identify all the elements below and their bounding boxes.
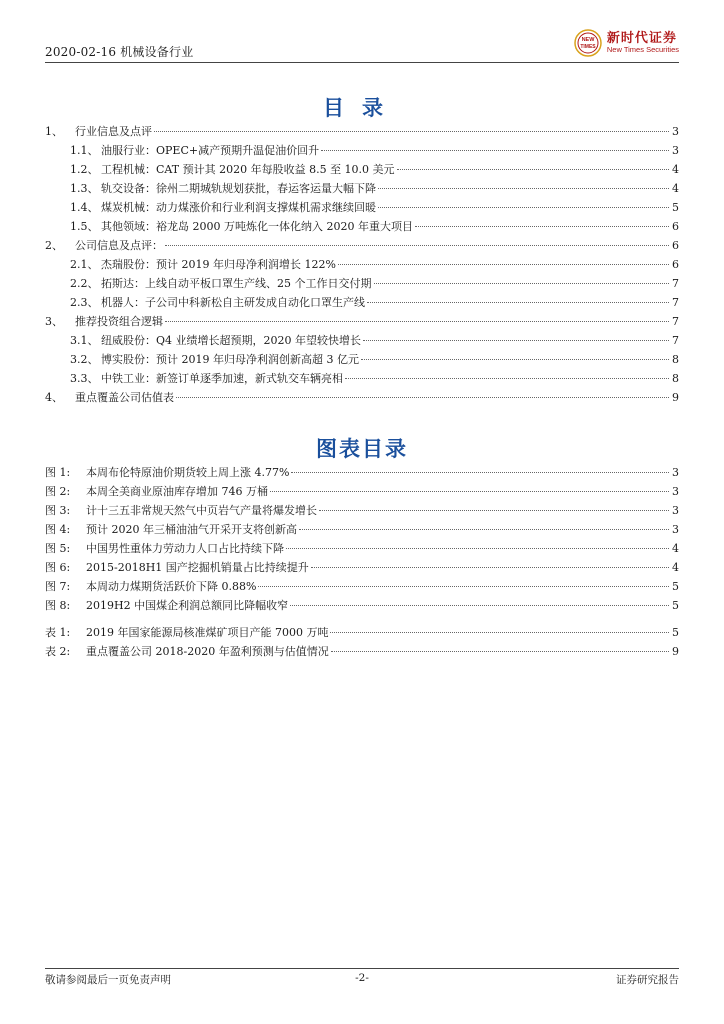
figure-entry[interactable] — [45, 521, 679, 540]
footer-report-type: 证券研究报告 — [616, 974, 679, 986]
entry-number: 图 2: — [45, 485, 71, 498]
figure-entry[interactable] — [45, 578, 679, 597]
footer-disclaimer: 敬请参阅最后一页免责声明 — [45, 974, 171, 986]
entry-title: 中铁工业：新签订单逐季加速，新式轨交车辆亮相 — [101, 372, 343, 385]
entry-page: 4 — [672, 542, 679, 555]
entry-title: 工程机械：CAT 预计其 2020 年每股收益 8.5 至 10.0 美元 — [101, 163, 395, 176]
logo-emblem-icon — [573, 28, 603, 58]
entry-title: 预计 2020 年三桶油油气开采开支将创新高 — [86, 523, 297, 536]
entry-page: 3 — [672, 466, 679, 479]
entry-title: 博实股份：预计 2019 年归母净利润创新高超 3 亿元 — [101, 353, 359, 366]
dot-leader — [165, 245, 669, 246]
entry-title: 重点覆盖公司 2018-2020 年盈利预测与估值情况 — [86, 645, 329, 658]
figure-entry[interactable] — [45, 464, 679, 483]
entry-title: 公司信息及点评： — [75, 239, 163, 252]
figures-list — [45, 464, 679, 662]
dot-leader — [299, 529, 669, 530]
entry-number: 2.3、 — [70, 296, 99, 309]
entry-page: 5 — [672, 599, 679, 612]
entry-title: 计十三五非常规天然气中页岩气产量将爆发增长 — [86, 504, 317, 517]
entry-title: 中国男性重体力劳动力人口占比持续下降 — [86, 542, 284, 555]
toc-entry[interactable] — [45, 275, 679, 294]
toc-entry[interactable] — [45, 313, 679, 332]
entry-title: 2019 年国家能源局核准煤矿项目产能 7000 万吨 — [86, 626, 329, 639]
entry-number: 图 7: — [45, 580, 71, 593]
entry-number: 2、 — [45, 239, 63, 252]
entry-title: 2015-2018H1 国产挖掘机销量占比持续提升 — [86, 561, 309, 574]
entry-page: 6 — [672, 220, 679, 233]
toc-entry[interactable] — [45, 123, 679, 142]
figure-entry[interactable] — [45, 559, 679, 578]
footer-page-number: -2- — [355, 972, 369, 984]
entry-page: 3 — [672, 125, 679, 138]
entry-title: 本周全美商业原油库存增加 746 万桶 — [86, 485, 268, 498]
logo-name-cn: 新时代证券 — [606, 31, 677, 47]
entry-number: 图 3: — [45, 504, 71, 517]
toc-entry[interactable] — [45, 294, 679, 313]
toc-entry[interactable] — [45, 256, 679, 275]
entry-page: 7 — [672, 315, 679, 328]
dot-leader — [321, 150, 669, 151]
header-divider — [45, 62, 679, 63]
entry-title: 杰瑞股份：预计 2019 年归母净利润增长 122% — [101, 258, 336, 271]
dot-leader — [258, 586, 669, 587]
dot-leader — [338, 264, 669, 265]
entry-page: 7 — [672, 296, 679, 309]
entry-title: 其他领域：裕龙岛 2000 万吨炼化一体化纳入 2020 年重大项目 — [101, 220, 413, 233]
entry-number: 图 5: — [45, 542, 71, 555]
dot-leader — [165, 321, 669, 322]
entry-title: 煤炭机械：动力煤涨价和行业利润支撑煤机需求继续回暖 — [101, 201, 376, 214]
toc-entry[interactable] — [45, 332, 679, 351]
entry-title: 油服行业：OPEC+减产预期升温促油价回升 — [101, 144, 320, 157]
figure-entry[interactable] — [45, 483, 679, 502]
entry-number: 3.1、 — [70, 334, 99, 347]
dot-leader — [363, 340, 669, 341]
table-entry[interactable] — [45, 624, 679, 643]
entry-page: 7 — [672, 334, 679, 347]
entry-number: 3.2、 — [70, 353, 99, 366]
entry-title: 轨交设备：徐州二期城轨规划获批，春运客运量大幅下降 — [101, 182, 376, 195]
dot-leader — [176, 397, 669, 398]
list-gap — [45, 616, 679, 624]
entry-title: 2019H2 中国煤企利润总额同比降幅收窄 — [86, 599, 289, 612]
entry-number: 图 6: — [45, 561, 71, 574]
dot-leader — [330, 632, 669, 633]
svg-text:NEW: NEW — [581, 37, 595, 43]
entry-number: 3、 — [45, 315, 63, 328]
entry-number: 图 1: — [45, 466, 71, 479]
entry-number: 表 2: — [45, 645, 71, 658]
dot-leader — [154, 131, 669, 132]
entry-page: 9 — [672, 645, 679, 658]
svg-text:TIMES: TIMES — [580, 44, 596, 50]
dot-leader — [270, 491, 669, 492]
toc-entry[interactable] — [45, 161, 679, 180]
entry-page: 3 — [672, 504, 679, 517]
entry-page: 8 — [672, 372, 679, 385]
figure-entry[interactable] — [45, 597, 679, 616]
toc-entry[interactable] — [45, 370, 679, 389]
dot-leader — [397, 169, 669, 170]
figures-toc-title: 图表目录 — [316, 436, 408, 461]
toc-entry[interactable] — [45, 237, 679, 256]
entry-page: 7 — [672, 277, 679, 290]
entry-title: 本周布伦特原油价期货较上周上涨 4.77% — [86, 466, 290, 479]
toc-entry[interactable] — [45, 389, 679, 408]
entry-number: 1.3、 — [70, 182, 99, 195]
dot-leader — [290, 605, 669, 606]
toc-title: 目录 — [323, 95, 401, 120]
page-header — [45, 26, 679, 62]
dot-leader — [286, 548, 669, 549]
dot-leader — [311, 567, 669, 568]
entry-title: 本周动力煤期货活跃价下降 0.88% — [86, 580, 257, 593]
company-logo — [573, 26, 679, 60]
entry-number: 图 8: — [45, 599, 71, 612]
entry-page: 5 — [672, 201, 679, 214]
entry-page: 4 — [672, 182, 679, 195]
logo-name-en: New Times Securities — [606, 44, 679, 54]
dot-leader — [378, 188, 669, 189]
entry-number: 1.1、 — [70, 144, 99, 157]
entry-title: 机器人：子公司中科新松自主研发成自动化口罩生产线 — [101, 296, 365, 309]
dot-leader — [367, 302, 669, 303]
entry-page: 6 — [672, 258, 679, 271]
dot-leader — [331, 651, 669, 652]
toc-entry[interactable] — [45, 218, 679, 237]
entry-number: 2.2、 — [70, 277, 99, 290]
dot-leader — [291, 472, 669, 473]
entry-number: 表 1: — [45, 626, 71, 639]
entry-title: 推荐投资组合逻辑 — [75, 315, 163, 328]
entry-number: 2.1、 — [70, 258, 99, 271]
entry-title: 拓斯达：上线自动平板口罩生产线、25 个工作日交付期 — [101, 277, 372, 290]
header-date-sector: 2020-02-16 机械设备行业 — [45, 45, 194, 59]
entry-title: 纽威股份：Q4 业绩增长超预期，2020 年望较快增长 — [101, 334, 362, 347]
entry-title: 行业信息及点评 — [75, 125, 152, 138]
entry-number: 3.3、 — [70, 372, 99, 385]
dot-leader — [378, 207, 669, 208]
entry-page: 6 — [672, 239, 679, 252]
entry-page: 3 — [672, 485, 679, 498]
dot-leader — [361, 359, 669, 360]
entry-page: 3 — [672, 523, 679, 536]
entry-number: 1.5、 — [70, 220, 99, 233]
dot-leader — [415, 226, 669, 227]
entry-number: 图 4: — [45, 523, 71, 536]
entry-page: 3 — [672, 144, 679, 157]
toc-entry[interactable] — [45, 351, 679, 370]
table-entry[interactable] — [45, 643, 679, 662]
toc-entry[interactable] — [45, 180, 679, 199]
entry-page: 5 — [672, 580, 679, 593]
entry-number: 1.2、 — [70, 163, 99, 176]
entry-page: 4 — [672, 561, 679, 574]
toc-entry[interactable] — [45, 199, 679, 218]
table-of-contents — [45, 123, 679, 408]
entry-number: 1.4、 — [70, 201, 99, 214]
entry-page: 5 — [672, 626, 679, 639]
entry-number: 4、 — [45, 391, 63, 404]
dot-leader — [345, 378, 669, 379]
entry-title: 重点覆盖公司估值表 — [75, 391, 174, 404]
entry-page: 8 — [672, 353, 679, 366]
figure-entry[interactable] — [45, 502, 679, 521]
entry-page: 4 — [672, 163, 679, 176]
toc-entry[interactable] — [45, 142, 679, 161]
figure-entry[interactable] — [45, 540, 679, 559]
footer-divider — [45, 968, 679, 969]
dot-leader — [374, 283, 670, 284]
dot-leader — [319, 510, 669, 511]
entry-number: 1、 — [45, 125, 63, 138]
entry-page: 9 — [672, 391, 679, 404]
